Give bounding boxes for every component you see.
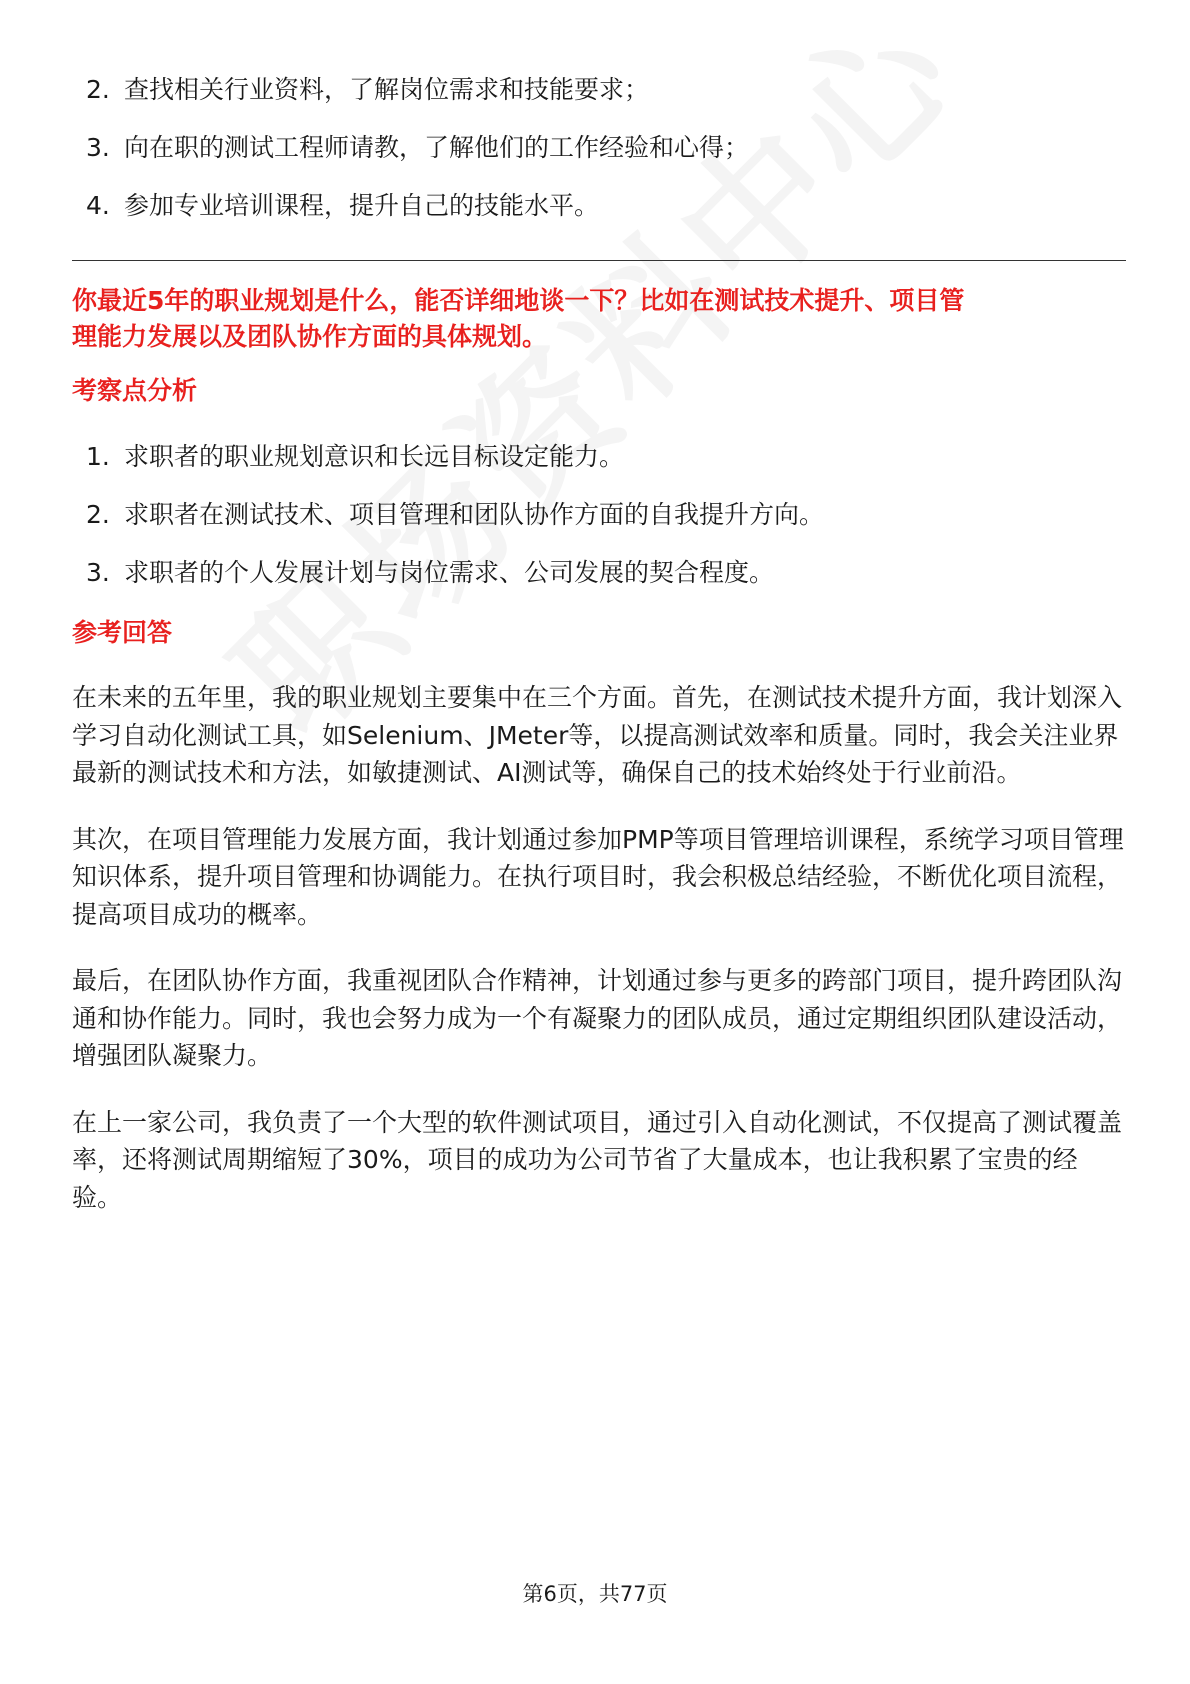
list-item: [72, 130, 1126, 166]
answer-paragraph: 在未来的五年里，我的职业规划主要集中在三个方面。首先，在测试技术提升方面，我计划深入学习自动化测试工具，如Selenium、JMeter等，以提高测试效率和质量。同时，我会关注业界最新的测试技术和方法，如敏捷测试、AI测试等，确保自己的技术始终处于行业前沿。: [72, 683, 1123, 787]
list-item: [72, 188, 1126, 224]
answer-paragraph: 在上一家公司，我负责了一个大型的软件测试项目，通过引入自动化测试，不仅提高了测试覆盖率，还将测试周期缩短了30%，项目的成功为公司节省了大量成本，也让我积累了宝贵的经验。: [72, 1107, 1123, 1212]
answer-paragraph: 最后，在团队协作方面，我重视团队合作精神，计划通过参与更多的跨部门项目，提升跨团队沟通和协作能力。同时，我也会努力成为一个有凝聚力的团队成员，通过定期组织团队建设活动，增强团队凝聚力。: [72, 966, 1123, 1070]
section-divider: [72, 260, 1126, 261]
list-text: 求职者的职业规划意识和长远目标设定能力。: [124, 442, 625, 471]
list-text: 向在职的测试工程师请教，了解他们的工作经验和心得；: [124, 133, 750, 162]
list-item: [72, 72, 1126, 108]
list-number: 2.: [86, 500, 110, 529]
list-number: 3.: [86, 558, 110, 587]
previous-answer-list: [72, 72, 1126, 224]
list-text: 求职者的个人发展计划与岗位需求、公司发展的契合程度。: [124, 558, 775, 587]
question-line-2: 理能力发展以及团队协作方面的具体规划。: [72, 322, 548, 351]
answer-heading: 参考回答: [72, 618, 173, 647]
list-text: 查找相关行业资料，了解岗位需求和技能要求；: [124, 75, 650, 104]
list-text: 参加专业培训课程，提升自己的技能水平。: [124, 191, 600, 220]
document-body: [72, 72, 1126, 1245]
list-number: 4.: [86, 191, 110, 220]
page-number: 第6页，共77页: [522, 1582, 668, 1606]
list-text: 求职者在测试技术、项目管理和团队协作方面的自我提升方向。: [124, 500, 825, 529]
list-number: 2.: [86, 75, 110, 104]
analysis-heading: 考察点分析: [72, 376, 198, 405]
interview-question: [72, 283, 1126, 355]
list-item: [72, 497, 1126, 533]
answer-paragraph: 其次，在项目管理能力发展方面，我计划通过参加PMP等项目管理培训课程，系统学习项目管理知识体系，提升项目管理和协调能力。在执行项目时，我会积极总结经验，不断优化项目流程，提高项目成功的概率。: [72, 824, 1124, 929]
list-item: [72, 555, 1126, 591]
analysis-list: [72, 439, 1126, 591]
list-number: 1.: [86, 442, 110, 471]
list-item: [72, 439, 1126, 475]
list-number: 3.: [86, 133, 110, 162]
question-line-1: 你最近5年的职业规划是什么，能否详细地谈一下？比如在测试技术提升、项目管: [72, 286, 965, 315]
